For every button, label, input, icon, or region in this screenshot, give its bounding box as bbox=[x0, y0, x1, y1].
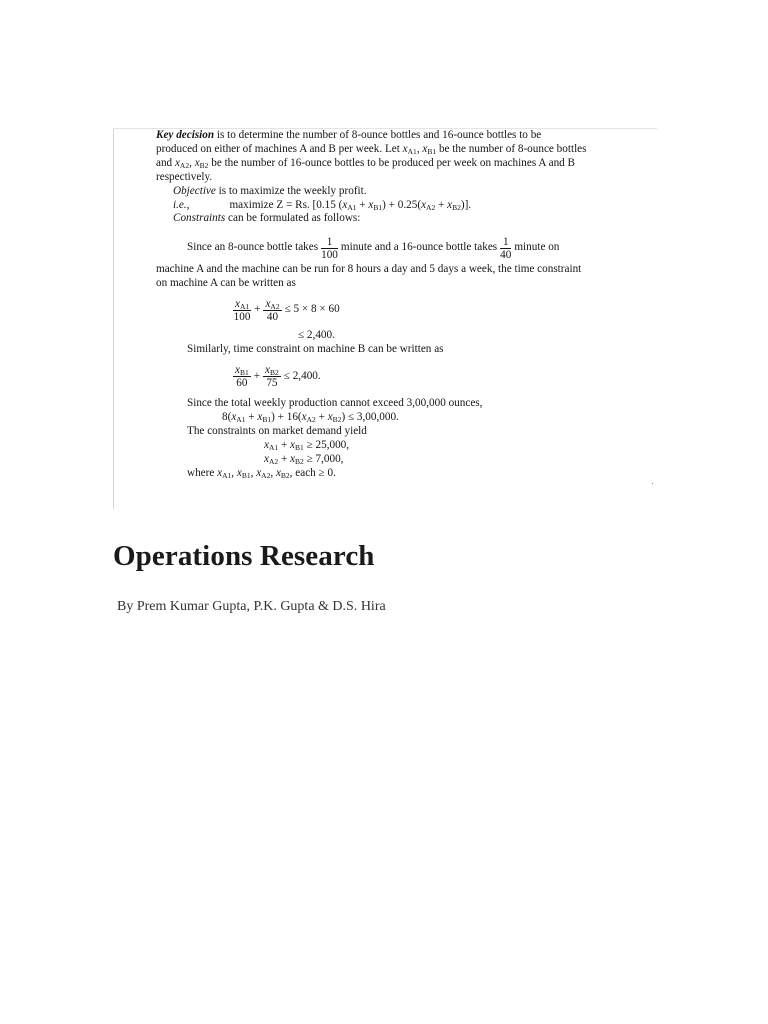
since-line: Since an 8-ounce bottle takes $\frac{1}{100}$ minute and a 16-ounce bottle takes $\frac{1}{40}$ minute on bbox=[187, 235, 560, 261]
production-equation: $8(x_{A1} + x_{B1}) + 16(x_{A2} + x_{B2}) \le 3,00,000$. bbox=[222, 410, 399, 424]
excerpt-line: The constraints on market demand yield bbox=[187, 424, 367, 437]
excerpt-line: and $x_{A2}$, $x_{B2}$ be the number of 16-ounce bottles to be produced per week on machines A and B bbox=[156, 156, 576, 170]
excerpt-line: produced on either of machines A and B per week. Let $x_{A1}$, $x_{B1}$ be the number of 8-ounce bottles bbox=[156, 142, 587, 156]
excerpt-line: machine A and the machine can be run for 8 hours a day and 5 days a week, the time constraint bbox=[156, 263, 582, 276]
excerpt-line: on machine A can be written as bbox=[156, 277, 296, 290]
book-title: Operations Research bbox=[113, 540, 375, 572]
maximize-line: i.e., maximize Z = Rs. [0.15 $(x_{A1} + x_{B1}) + 0.25(x_{A2} + x_{B2})$]. bbox=[173, 198, 472, 212]
book-authors: By Prem Kumar Gupta, P.K. Gupta & D.S. Hira bbox=[117, 599, 386, 614]
market-constraint-2: $x_{A2} + x_{B2} \ge 7,000$, bbox=[264, 452, 344, 466]
excerpt-image bbox=[113, 128, 657, 509]
excerpt-line: respectively. bbox=[156, 170, 213, 183]
excerpt-line: Since the total weekly production cannot exceed 3,00,000 ounces, bbox=[187, 396, 483, 409]
excerpt-line: Similarly, time constraint on machine B can be written as bbox=[187, 343, 444, 356]
objective-line: Objective is to maximize the weekly profit. bbox=[173, 184, 367, 197]
fraction-1-100: $\frac{1}{100}$ bbox=[321, 235, 338, 261]
key-decision-term: Key decision bbox=[156, 129, 215, 141]
market-constraint-1: $x_{A1} + x_{B1} \ge 25,000$, bbox=[264, 438, 350, 452]
fraction-1-40: $\frac{1}{40}$ bbox=[500, 235, 512, 261]
excerpt-text bbox=[156, 129, 641, 480]
constraint-b-equation: $\frac{x_{B1}}{60}$ + $\frac{x_{B2}}{75}$ ≤ 2,400. bbox=[235, 364, 321, 390]
constraint-a-result: ≤ 2,400. bbox=[298, 329, 335, 342]
excerpt-line: Key decision is to determine the number of 8-ounce bottles and 16-ounce bottles to be bbox=[156, 129, 542, 141]
non-negativity-line: where $x_{A1}$, $x_{B1}$, $x_{A2}$, $x_{B2}$, each ≥ 0. bbox=[187, 466, 336, 480]
scan-speck: · bbox=[651, 479, 655, 490]
constraint-a-equation: $\frac{x_{A1}}{100}$ + $\frac{x_{A2}}{40}$ ≤ 5 × 8 × 60 bbox=[233, 297, 340, 323]
constraints-line: Constraints can be formulated as follows: bbox=[173, 212, 361, 225]
